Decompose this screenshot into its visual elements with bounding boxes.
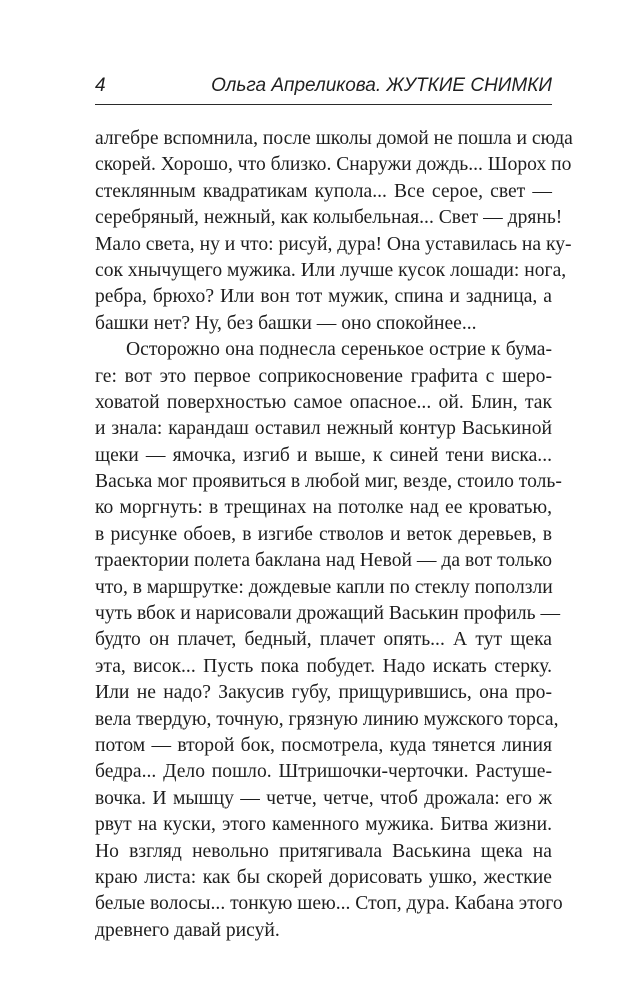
text-line: что, в маршрутке: дождевые капли по стеклу поползли	[95, 576, 553, 598]
text-line: рвут на куски, этого каменного мужика. Битва жизни.	[95, 814, 552, 836]
text-line: Но взгляд невольно притягивала Васькина щека на	[95, 840, 552, 862]
text-line: белые волосы... тонкую шею... Стоп, дура. Кабана этого	[95, 893, 563, 915]
text-line: ге: вот это первое соприкосновение графита с шеро-	[95, 365, 552, 387]
text-line: в рисунке обоев, в изгибе стволов и веток деревьев, в	[95, 523, 552, 545]
text-line: ребра, брюхо? Или вон тот мужик, спина и задница, а	[95, 286, 552, 308]
text-line: и знала: карандаш оставил нежный контур Васькиной	[95, 418, 552, 440]
paragraph-first-line: Осторожно она поднесла серенькое острие к бума-	[126, 339, 552, 361]
text-line: чуть вбок и нарисовали дрожащий Васькин профиль —	[95, 603, 561, 625]
text-line: серебряный, нежный, как колыбельная... Свет — дрянь!	[95, 207, 563, 229]
text-line: вела твердую, точную, грязную линию мужского торса,	[95, 708, 559, 730]
text-line: Мало света, ну и что: рисуй, дура! Она уставилась на ку-	[95, 233, 572, 255]
text-line: краю листа: как бы скорей дорисовать ушко, жесткие	[95, 866, 552, 888]
header-divider	[95, 104, 552, 105]
text-line: башки нет? Ну, без башки — оно спокойнее...	[95, 312, 477, 334]
text-line: древнего давай рисуй.	[95, 919, 280, 941]
text-line: вочка. И мышцу — четче, четче, чтоб дрожала: его ж	[95, 787, 552, 809]
text-line: скорей. Хорошо, что близко. Снаружи дождь... Шорох по	[95, 154, 572, 176]
text-line: эта, висок... Пусть пока побудет. Надо искать стерку.	[95, 655, 552, 677]
text-line: бедра... Дело пошло. Штришочки-черточки. Растуше-	[95, 761, 552, 783]
text-line: алгебре вспомнила, после школы домой не пошла и сюда	[95, 128, 573, 149]
text-line: будто он плачет, бедный, плачет опять... А тут щека	[95, 629, 552, 651]
body-text	[95, 126, 573, 944]
text-line: ховатой поверхностью самое опасное... ой. Блин, так	[95, 391, 552, 413]
running-title: Ольга Апреликова. ЖУТКИЕ СНИМКИ	[211, 75, 552, 96]
text-line: Или не надо? Закусив губу, прищурившись, она про-	[95, 682, 552, 704]
page-header	[95, 72, 552, 100]
text-line: ко моргнуть: в трещинах на потолке над ее кроватью,	[95, 497, 552, 519]
text-line: потом — второй бок, посмотрела, куда тянется линия	[95, 734, 552, 756]
text-line: Васька мог проявиться в любой миг, везде, стоило толь-	[95, 471, 562, 493]
text-line: траектории полета баклана над Невой — да вот только	[95, 550, 552, 572]
text-line: щеки — ямочка, изгиб и выше, к синей тени виска...	[95, 444, 552, 466]
page-number: 4	[95, 75, 106, 96]
text-line: стеклянным квадратикам купола... Все серое, свет —	[95, 180, 552, 202]
text-line: сок хнычущего мужика. Или лучше кусок лошади: нога,	[95, 259, 567, 281]
